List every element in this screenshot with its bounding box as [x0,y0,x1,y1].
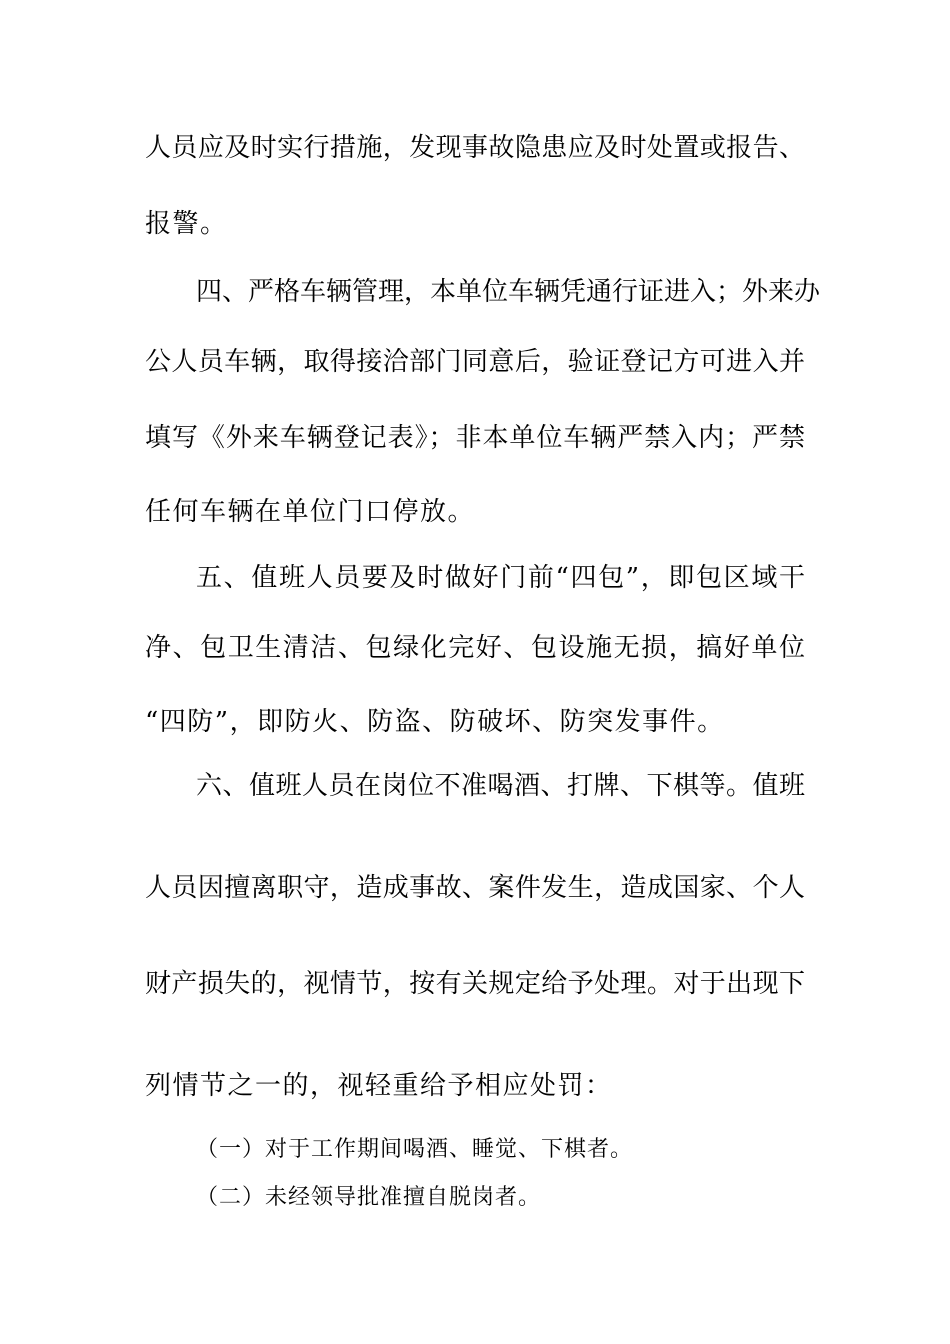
text-line-12: 财产损失的，视情节，按有关规定给予处理。对于出现下 [145,969,805,999]
text-line-7: 五、值班人员要及时做好门前“四包”，即包区域干 [196,563,805,593]
text-line-1: 人员应及时实行措施，发现事故隐患应及时处置或报告、 [145,133,805,163]
text-line-14: （一）对于工作期间喝酒、睡觉、下棋者。 [196,1137,634,1162]
text-line-3: 四、严格车辆管理，本单位车辆凭通行证进入；外来办 [196,277,821,307]
text-line-11: 人员因擅离职守，造成事故、案件发生，造成国家、个人 [145,873,805,903]
text-line-13: 列情节之一的，视轻重给予相应处罚： [145,1071,613,1101]
text-line-4: 公人员车辆，取得接洽部门同意后，验证登记方可进入并 [145,347,805,377]
text-line-5: 填写《外来车辆登记表》；非本单位车辆严禁入内；严禁 [145,423,805,453]
text-line-6: 任何车辆在单位门口停放。 [145,497,476,527]
text-line-9: “四防”，即防火、防盗、防破坏、防突发事件。 [145,707,725,737]
text-line-10: 六、值班人员在岗位不准喝酒、打牌、下棋等。值班 [196,771,805,801]
text-line-8: 净、包卫生清洁、包绿化完好、包设施无损，搞好单位 [145,633,805,663]
text-line-15: （二）未经领导批准擅自脱岗者。 [196,1185,542,1210]
text-line-2: 报警。 [145,209,228,239]
